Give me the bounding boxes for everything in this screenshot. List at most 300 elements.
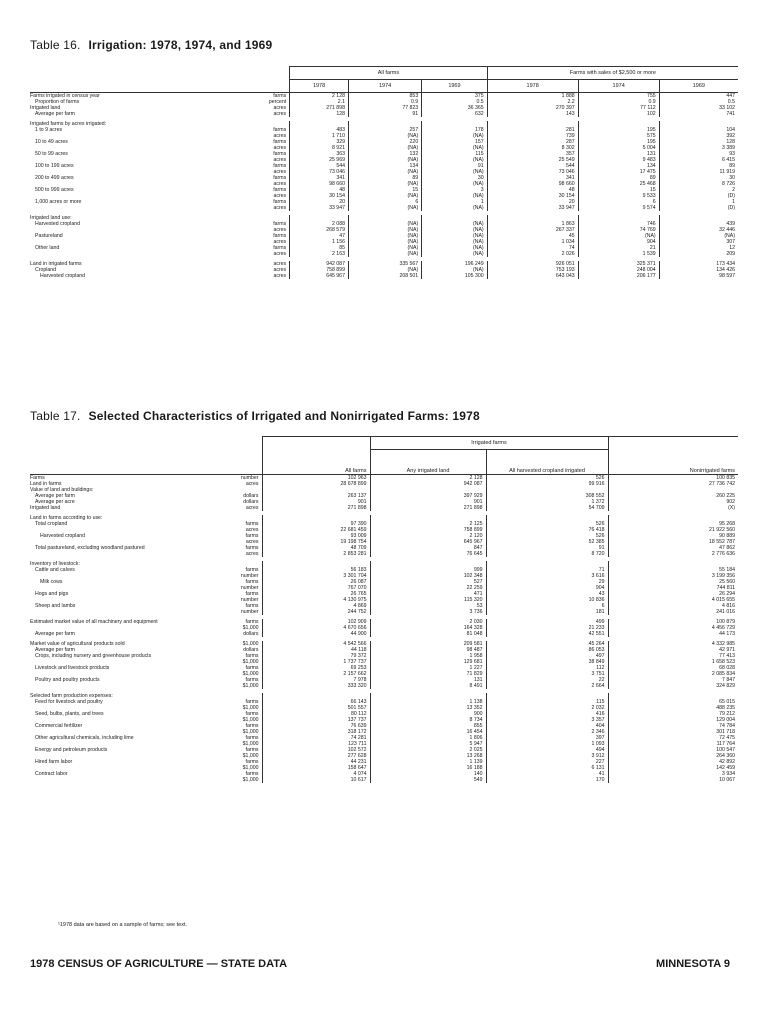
cell-value: 164 328 [370, 625, 486, 631]
cell-value: 926 051 [487, 261, 578, 267]
cell-value: 2 128 [370, 474, 486, 481]
cell-value: 76 639 [262, 723, 370, 729]
row-label: Commercial fertilizer [35, 722, 83, 729]
cell-value: 8 734 [370, 717, 486, 723]
row-label: Hired farm labor [35, 758, 73, 765]
row-unit: farms [273, 127, 287, 133]
row-unit: farms [245, 602, 259, 609]
row-unit: acres [273, 105, 287, 111]
cell-value: 7 978 [262, 677, 370, 683]
cell-value: 36 365 [422, 105, 487, 111]
cell-value: 52 385 [486, 539, 608, 545]
cell-value: (NA) [422, 251, 487, 257]
row-unit: farms [245, 710, 259, 717]
cell-value: 100 835 [608, 474, 738, 481]
cell-value: 81 048 [370, 631, 486, 637]
cell-value: 471 [370, 591, 486, 597]
cell-value: 268 579 [290, 227, 349, 233]
row-unit: farms [245, 722, 259, 729]
cell-value: 91 [422, 163, 487, 169]
row-unit: acres [273, 239, 287, 245]
row-label: Pastureland [35, 233, 63, 239]
cell-value: 195 [578, 139, 659, 145]
row-unit: acres [273, 157, 287, 163]
cell-value: (NA) [348, 181, 421, 187]
cell-value: 77 112 [578, 105, 659, 111]
t16-year: 1978 [487, 80, 578, 93]
cell-value: 8 491 [370, 683, 486, 689]
cell-value: 10 067 [608, 777, 738, 783]
cell-value: 575 [578, 133, 659, 139]
row-label: Average per farm [35, 492, 75, 499]
row-unit: dollars [243, 630, 259, 637]
row-label: Average per farm [35, 646, 75, 653]
cell-value: 2 776 636 [608, 551, 738, 557]
cell-value: 392 [659, 133, 738, 139]
cell-value: 85 [290, 245, 349, 251]
cell-value: 76 645 [370, 551, 486, 557]
cell-value: (NA) [348, 169, 421, 175]
cell-value: 1 372 [486, 499, 608, 505]
cell-value: 439 [659, 221, 738, 227]
cell-value: 173 434 [659, 261, 738, 267]
cell-value: 397 929 [370, 493, 486, 499]
cell-value: 100 547 [608, 747, 738, 753]
cell-value: 0.5 [422, 99, 487, 105]
row-label: Other agricultural chemicals, including lime [35, 734, 134, 741]
cell-value: 325 371 [578, 261, 659, 267]
cell-value: 855 [370, 723, 486, 729]
cell-value: 1 [422, 199, 487, 205]
cell-value: (X) [608, 505, 738, 511]
row-unit: acres [273, 133, 287, 139]
cell-value: 746 [578, 221, 659, 227]
cell-value: 4 869 [262, 603, 370, 609]
cell-value: 544 [487, 163, 578, 169]
row-unit: number [240, 572, 259, 579]
cell-value: 4 130 975 [262, 597, 370, 603]
row-unit: farms [245, 590, 259, 597]
table17-label: Table 17. [30, 409, 81, 423]
cell-value: 301 718 [608, 729, 738, 735]
cell-value: 1 227 [370, 665, 486, 671]
cell-value: 73 046 [290, 169, 349, 175]
cell-value: 329 [290, 139, 349, 145]
row-unit: farms [245, 520, 259, 527]
table16-body [30, 93, 738, 280]
cell-value: 901 [370, 499, 486, 505]
cell-value: 2 157 662 [262, 671, 370, 677]
cell-value: 308 552 [486, 493, 608, 499]
cell-value: 131 [370, 677, 486, 683]
t17-col-harv: All harvested cropland irrigated [486, 450, 608, 475]
cell-value: 753 193 [487, 267, 578, 273]
row-unit: farms [273, 233, 287, 239]
cell-value: 143 [487, 111, 578, 117]
row-unit: dollars [243, 646, 259, 653]
row-label: Harvested cropland [35, 221, 80, 227]
cell-value: 2 026 [487, 251, 578, 257]
cell-value: 158 647 [262, 765, 370, 771]
cell-value: 33 947 [487, 205, 578, 211]
cell-value: 324 829 [608, 683, 738, 689]
cell-value: 129 681 [370, 659, 486, 665]
row-label: Selected farm production expenses: [30, 692, 113, 699]
row-unit: $1,000 [242, 704, 259, 711]
table-row [30, 273, 738, 279]
cell-value: 241 016 [608, 609, 738, 615]
cell-value: (NA) [348, 227, 421, 233]
cell-value: 115 [422, 151, 487, 157]
t17-group-irrigated: Irrigated farms [370, 437, 608, 450]
cell-value: 526 [486, 521, 608, 527]
row-unit: acres [273, 193, 287, 199]
cell-value: 20 [290, 199, 349, 205]
cell-value: 741 [659, 111, 738, 117]
cell-value: 102 572 [262, 747, 370, 753]
cell-value: (NA) [422, 145, 487, 151]
cell-value: 526 [486, 474, 608, 481]
row-unit: acres [273, 181, 287, 187]
cell-value: (NA) [422, 193, 487, 199]
cell-value: 2 030 [370, 619, 486, 625]
cell-value: 28 678 899 [262, 481, 370, 487]
cell-value: 66 143 [262, 699, 370, 705]
cell-value: (NA) [348, 193, 421, 199]
cell-value: 307 [659, 239, 738, 245]
cell-value: 2 128 [290, 93, 349, 100]
cell-value: (NA) [348, 157, 421, 163]
row-unit: acres [273, 267, 287, 273]
cell-value: 11 919 [659, 169, 738, 175]
row-label: Cattle and calves [35, 566, 75, 573]
table17 [30, 436, 738, 783]
row-unit: acres [245, 550, 259, 557]
cell-value: 25 549 [487, 157, 578, 163]
row-unit: farms [273, 199, 287, 205]
row-label: 50 to 99 acres [35, 151, 68, 157]
cell-value: 3 736 [370, 609, 486, 615]
t16-year: 1978 [290, 80, 349, 93]
cell-value: (NA) [422, 205, 487, 211]
cell-value: 95 268 [608, 521, 738, 527]
cell-value: 27 736 742 [608, 481, 738, 487]
row-unit: farms [273, 163, 287, 169]
cell-value: 4 456 729 [608, 625, 738, 631]
cell-value: 3 301 704 [262, 573, 370, 579]
cell-value: 131 [578, 151, 659, 157]
cell-value: 77 413 [608, 653, 738, 659]
row-unit: farms [245, 698, 259, 705]
cell-value: 501 557 [262, 705, 370, 711]
cell-value: 2 032 [486, 705, 608, 711]
cell-value: 16 188 [370, 765, 486, 771]
cell-value: 22 681 459 [262, 527, 370, 533]
row-label: Harvested cropland [40, 532, 85, 539]
t16-group-all: All farms [290, 67, 488, 80]
cell-value: 91 [348, 111, 421, 117]
cell-value: 902 [608, 499, 738, 505]
row-unit: farms [273, 221, 287, 227]
cell-value: 79 372 [262, 653, 370, 659]
row-unit: farms [245, 566, 259, 573]
row-unit: $1,000 [242, 728, 259, 735]
cell-value: 1 093 [486, 741, 608, 747]
row-unit: acres [245, 480, 259, 487]
table16-label: Table 16. [30, 38, 81, 52]
cell-value: 3 199 356 [608, 573, 738, 579]
cell-value: 900 [370, 711, 486, 717]
cell-value: 157 [422, 139, 487, 145]
cell-value: 263 137 [262, 493, 370, 499]
cell-value: 901 [262, 499, 370, 505]
cell-value: 3 912 [486, 753, 608, 759]
cell-value: 1 710 [290, 133, 349, 139]
cell-value: 128 [659, 139, 738, 145]
row-unit: percent [268, 99, 287, 105]
row-unit: acres [273, 145, 287, 151]
cell-value: 1 034 [487, 239, 578, 245]
cell-value: 74 281 [262, 735, 370, 741]
cell-value: 8 302 [487, 145, 578, 151]
cell-value: 341 [487, 175, 578, 181]
cell-value: 526 [486, 533, 608, 539]
cell-value: 55 184 [608, 567, 738, 573]
row-label: 1 to 9 acres [35, 127, 63, 133]
row-label: 500 to 999 acres [35, 187, 74, 193]
cell-value: (NA) [422, 157, 487, 163]
row-unit: acres [273, 169, 287, 175]
cell-value: 102 348 [370, 573, 486, 579]
t16-year: 1969 [422, 80, 487, 93]
row-label: Proportion of farms [35, 99, 80, 105]
cell-value: 2 125 [370, 521, 486, 527]
row-unit: farms [245, 758, 259, 765]
cell-value: 93 009 [262, 533, 370, 539]
cell-value: 758 899 [370, 527, 486, 533]
cell-value: 1 139 [370, 759, 486, 765]
row-label: Contract labor [35, 770, 68, 777]
row-unit: $1,000 [242, 740, 259, 747]
cell-value: 357 [487, 151, 578, 157]
cell-value: 8 921 [290, 145, 349, 151]
cell-value: 1 658 523 [608, 659, 738, 665]
cell-value: 244 752 [262, 609, 370, 615]
cell-value: 54 709 [486, 505, 608, 511]
t16-year: 1974 [578, 80, 659, 93]
row-unit: dollars [243, 492, 259, 499]
cell-value: 30 [422, 175, 487, 181]
cell-value: 20 [487, 199, 578, 205]
row-unit: acres [245, 538, 259, 545]
cell-value: 248 004 [578, 267, 659, 273]
cell-value: 74 784 [608, 723, 738, 729]
cell-value: 1 138 [370, 699, 486, 705]
row-unit: acres [273, 111, 287, 117]
cell-value: 93 [659, 151, 738, 157]
cell-value: 98 597 [659, 273, 738, 279]
cell-value: 755 [578, 93, 659, 100]
cell-value: 1 737 737 [262, 659, 370, 665]
cell-value: 170 [486, 777, 608, 783]
cell-value: 15 [578, 187, 659, 193]
row-unit: $1,000 [242, 776, 259, 783]
cell-value: (NA) [348, 245, 421, 251]
cell-value: 134 426 [659, 267, 738, 273]
cell-value: 21 233 [486, 625, 608, 631]
table17-body [30, 474, 738, 783]
row-unit: $1,000 [242, 640, 259, 647]
cell-value: 404 [486, 723, 608, 729]
footnote: ¹1978 data are based on a sample of farms; see text. [58, 922, 188, 928]
cell-value: 1 806 [370, 735, 486, 741]
cell-value: 117 764 [608, 741, 738, 747]
cell-value: 271 898 [370, 505, 486, 511]
row-unit: farms [273, 175, 287, 181]
cell-value: 257 [348, 127, 421, 133]
table17-title [30, 409, 480, 423]
cell-value: 0.5 [659, 99, 738, 105]
cell-value: 123 711 [262, 741, 370, 747]
cell-value: 72 475 [608, 735, 738, 741]
row-unit: farms [245, 544, 259, 551]
row-unit: dollars [243, 498, 259, 505]
cell-value: 9 483 [578, 157, 659, 163]
row-label: Total pastureland, excluding woodland pastured [35, 544, 145, 551]
row-unit: farms [245, 618, 259, 625]
cell-value: 281 [487, 127, 578, 133]
row-label: 100 to 199 acres [35, 163, 74, 169]
row-unit: farms [245, 664, 259, 671]
cell-value: 12 [659, 245, 738, 251]
cell-value: 71 829 [370, 671, 486, 677]
cell-value: 1 958 [370, 653, 486, 659]
cell-value: 115 320 [370, 597, 486, 603]
cell-value: 2 085 834 [608, 671, 738, 677]
cell-value: 44 173 [608, 631, 738, 637]
row-label: 200 to 499 acres [35, 175, 74, 181]
cell-value: 99 916 [486, 481, 608, 487]
cell-value: 16 454 [370, 729, 486, 735]
cell-value: 42 551 [486, 631, 608, 637]
cell-value: 209 581 [370, 641, 486, 647]
cell-value: 3 934 [608, 771, 738, 777]
cell-value: 341 [290, 175, 349, 181]
row-unit: farms [245, 734, 259, 741]
row-unit: farms [245, 532, 259, 539]
cell-value: 544 [290, 163, 349, 169]
cell-value: 6 [486, 603, 608, 609]
row-label: Average per farm [35, 630, 75, 637]
row-unit: farms [273, 245, 287, 251]
cell-value: 643 043 [487, 273, 578, 279]
row-unit: farms [245, 652, 259, 659]
cell-value: 758 899 [290, 267, 349, 273]
cell-value: 105 300 [422, 273, 487, 279]
row-label: Inventory of livestock: [30, 560, 80, 567]
row-unit: acres [245, 526, 259, 533]
cell-value: (NA) [422, 233, 487, 239]
cell-value: 115 [486, 699, 608, 705]
cell-value: 21 [578, 245, 659, 251]
row-label: Energy and petroleum products [35, 746, 108, 753]
cell-value: 26 087 [262, 579, 370, 585]
cell-value: 25 969 [290, 157, 349, 163]
cell-value: 2.2 [487, 99, 578, 105]
cell-value: 1 539 [578, 251, 659, 257]
cell-value: 375 [422, 93, 487, 100]
cell-value: 48 [290, 187, 349, 193]
table16-heading: Irrigation: 1978, 1974, and 1969 [88, 38, 273, 52]
row-unit: number [240, 596, 259, 603]
cell-value: 41 [486, 771, 608, 777]
cell-value: 497 [486, 653, 608, 659]
row-label: Cropland [35, 267, 57, 273]
cell-value: 483 [290, 127, 349, 133]
cell-value: 73 046 [487, 169, 578, 175]
cell-value: (NA) [422, 181, 487, 187]
cell-value: 645 967 [290, 273, 349, 279]
cell-value: 2 025 [370, 747, 486, 753]
cell-value: 26 294 [608, 591, 738, 597]
cell-value: 33 102 [659, 105, 738, 111]
row-label: Average per farm [35, 111, 75, 117]
cell-value: 267 337 [487, 227, 578, 233]
row-unit: $1,000 [242, 752, 259, 759]
cell-value: 4 542 566 [262, 641, 370, 647]
cell-value: 56 183 [262, 567, 370, 573]
cell-value: 44 900 [262, 631, 370, 637]
cell-value: 318 172 [262, 729, 370, 735]
row-unit: $1,000 [242, 716, 259, 723]
cell-value: 527 [370, 579, 486, 585]
cell-value: 270 397 [487, 105, 578, 111]
cell-value: 91 [486, 545, 608, 551]
cell-value: 38 849 [486, 659, 608, 665]
row-label: 1,000 acres or more [35, 199, 82, 205]
cell-value: (NA) [422, 169, 487, 175]
cell-value: 79 212 [608, 711, 738, 717]
cell-value: 29 [486, 579, 608, 585]
cell-value: 19 198 754 [262, 539, 370, 545]
cell-value: 208 501 [348, 273, 421, 279]
cell-value: 335 567 [348, 261, 421, 267]
table-row [30, 777, 738, 783]
cell-value: 98 660 [487, 181, 578, 187]
cell-value: (D) [659, 205, 738, 211]
row-label [30, 777, 222, 783]
cell-value: 2 664 [486, 683, 608, 689]
row-unit: number [240, 608, 259, 615]
cell-value: 89 [578, 175, 659, 181]
t16-group-sales: Farms with sales of $2,500 or more [487, 67, 738, 80]
cell-value: 30 [659, 175, 738, 181]
cell-value: 45 264 [486, 641, 608, 647]
footer-publication: 1978 CENSUS OF AGRICULTURE — STATE DATA [30, 958, 288, 970]
row-unit: $1,000 [242, 682, 259, 689]
cell-value: 2 346 [486, 729, 608, 735]
cell-value: 942 087 [290, 261, 349, 267]
cell-value: (NA) [422, 133, 487, 139]
t17-col-non: Nonirrigated farms [608, 450, 738, 475]
cell-value: 25 560 [608, 579, 738, 585]
cell-value: 98 487 [370, 647, 486, 653]
row-label: Irrigated land [30, 504, 61, 511]
cell-value: (NA) [422, 227, 487, 233]
cell-value: 6 415 [659, 157, 738, 163]
cell-value: 17 475 [578, 169, 659, 175]
row-unit: farms [273, 93, 287, 99]
